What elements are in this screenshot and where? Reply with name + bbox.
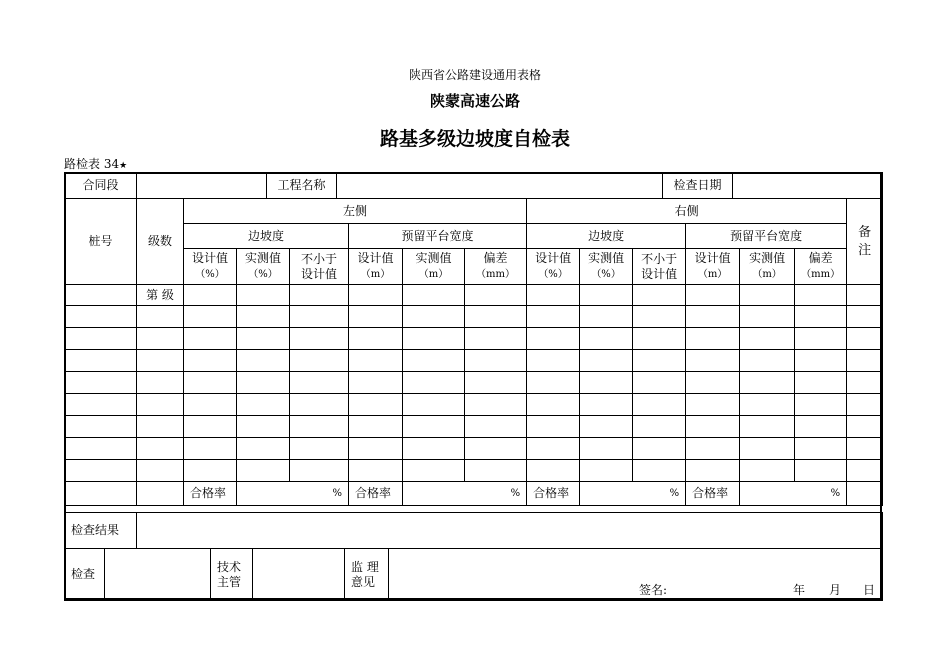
- star-icon: ★: [119, 161, 128, 171]
- pass-rate-label: 合格率: [686, 482, 740, 506]
- pass-rate-value[interactable]: %: [740, 482, 847, 506]
- col-header: 实测值 （%）: [237, 249, 290, 285]
- col-header: 不小于 设计值: [290, 249, 349, 285]
- pile-header: 桩号: [65, 199, 137, 285]
- form-number: [64, 155, 127, 172]
- pass-rate-label: 合格率: [527, 482, 580, 506]
- check-label: 检查: [65, 549, 105, 601]
- pass-rate-value[interactable]: %: [580, 482, 686, 506]
- col-header: 设计值 （m）: [349, 249, 403, 285]
- grade-cell[interactable]: 第 级: [137, 285, 184, 306]
- right-slope-header: 边坡度: [527, 224, 686, 249]
- pass-rate-value[interactable]: %: [403, 482, 527, 506]
- year-label: 年: [793, 583, 806, 597]
- form-number-text: 路检表 34: [64, 157, 120, 171]
- sign-label: 签名:: [639, 583, 668, 597]
- result-label: 检查结果: [65, 513, 137, 549]
- pass-rate-label: 合格率: [184, 482, 237, 506]
- left-platform-header: 预留平台宽度: [349, 224, 527, 249]
- col-header: 不小于 设计值: [633, 249, 686, 285]
- left-header: 左侧: [184, 199, 527, 224]
- right-platform-header: 预留平台宽度: [686, 224, 847, 249]
- col-header: 实测值 （%）: [580, 249, 633, 285]
- contract-label: 合同段: [65, 173, 137, 199]
- project-name-label: 工程名称: [267, 173, 337, 199]
- col-header: 设计值 （%）: [184, 249, 237, 285]
- month-label: 月: [829, 583, 842, 597]
- right-header: 右侧: [527, 199, 847, 224]
- day-label: 日: [863, 583, 876, 597]
- tech-lead-label: 技术 主管: [211, 549, 253, 601]
- project-name: 陕蒙高速公路: [429, 92, 520, 110]
- col-header: 设计值 （%）: [527, 249, 580, 285]
- check-date-label: 检查日期: [663, 173, 733, 199]
- org-line: 陕西省公路建设通用表格: [408, 68, 541, 82]
- grade-header: 级数: [137, 199, 184, 285]
- col-header: 实测值 （m）: [403, 249, 465, 285]
- pass-rate-value[interactable]: %: [237, 482, 349, 506]
- remark-text: 备注: [858, 224, 872, 258]
- col-header: 设计值 （m）: [686, 249, 740, 285]
- page-title: 路基多级边坡度自检表: [379, 128, 570, 150]
- pass-rate-label: 合格率: [349, 482, 403, 506]
- col-header: 偏差 （mm）: [465, 249, 527, 285]
- left-slope-header: 边坡度: [184, 224, 349, 249]
- col-header: 实测值 （m）: [740, 249, 795, 285]
- supervisor-label: 监 理 意见: [345, 549, 389, 601]
- table-frame: [64, 172, 882, 600]
- col-header: 偏差 （mm）: [795, 249, 847, 285]
